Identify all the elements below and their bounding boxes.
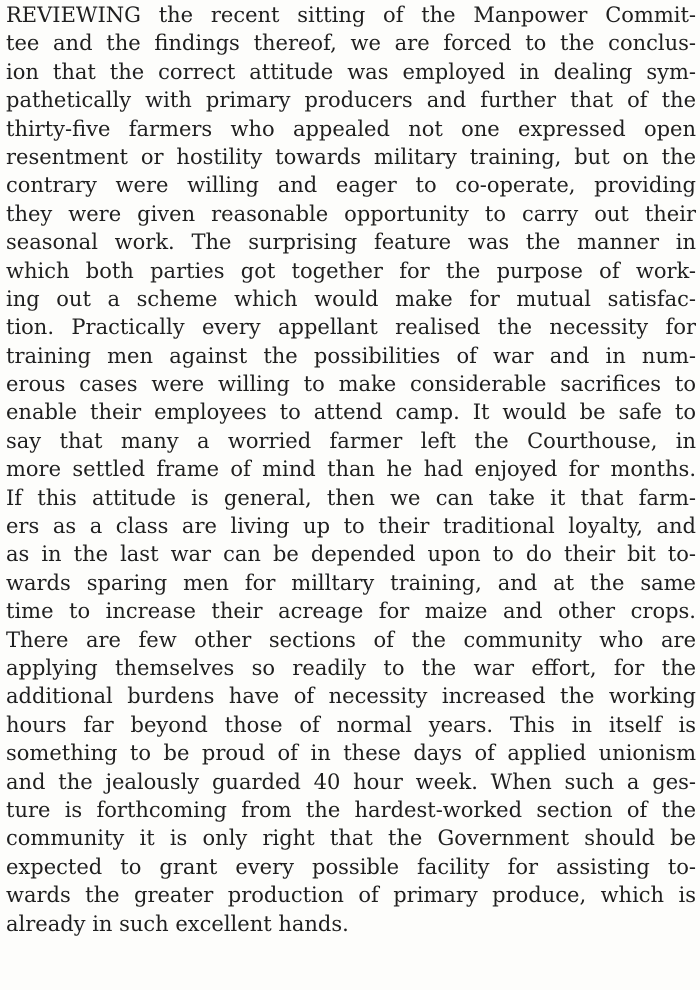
text-line: time to increase their acreage for maize and other crops. (6, 599, 696, 624)
text-line: more settled frame of mind than he had enjoyed for months. (6, 457, 696, 482)
text-line: ers as a class are living up to their traditional loyalty, and (6, 514, 696, 539)
text-line: wards sparing men for milltary training, and at the same (6, 570, 696, 595)
text-line: resentment or hostility towards military training, but on the (6, 144, 696, 169)
text-line: hours far beyond those of normal years. This in itself is (6, 712, 696, 737)
text-line: thirty-five farmers who appealed not one expressed open (6, 116, 696, 141)
text-line: tion. Practically every appellant realised the necessity for (6, 315, 696, 340)
text-line: additional burdens have of necessity increased the working (6, 684, 696, 709)
text-line: something to be proud of in these days of applied unionism (6, 741, 696, 766)
text-line: as in the last war can be depended upon to do their bit to- (6, 542, 696, 567)
text-line: and the jealously guarded 40 hour week. When such a ges- (6, 769, 696, 794)
text-line: say that many a worried farmer left the Courthouse, in (6, 428, 696, 453)
text-line: erous cases were willing to make considerable sacrifices to (6, 372, 696, 397)
text-line: wards the greater production of primary produce, which is (6, 883, 696, 908)
text-line: tee and the findings thereof, we are forced to the conclus- (6, 31, 696, 56)
editorial-column (6, 1, 696, 938)
text-line: training men against the possibilities of war and in num- (6, 343, 696, 368)
text-line: There are few other sections of the community who are (6, 627, 696, 652)
text-line: ion that the correct attitude was employed in dealing sym- (6, 59, 696, 84)
text-line: which both parties got together for the purpose of work- (6, 258, 696, 283)
text-line: If this attitude is general, then we can take it that farm- (6, 485, 696, 510)
text-line: seasonal work. The surprising feature was the manner in (6, 230, 696, 255)
text-line: ing out a scheme which would make for mutual satisfac- (6, 286, 696, 311)
text-line: ture is forthcoming from the hardest-worked section of the (6, 797, 696, 822)
text-line: contrary were willing and eager to co-operate, providing (6, 173, 696, 198)
text-line: they were given reasonable opportunity to carry out their (6, 201, 696, 226)
text-line: REVIEWING the recent sitting of the Manpower Commit- (6, 3, 696, 27)
text-line: enable their employees to attend camp. It would be safe to (6, 400, 696, 425)
text-line: expected to grant every possible facility for assisting to- (6, 854, 696, 879)
text-line: pathetically with primary producers and further that of the (6, 88, 696, 113)
text-line: community it is only right that the Government should be (6, 826, 696, 851)
text-line: already in such excellent hands. (6, 911, 349, 936)
text-line: applying themselves so readily to the war effort, for the (6, 655, 696, 680)
